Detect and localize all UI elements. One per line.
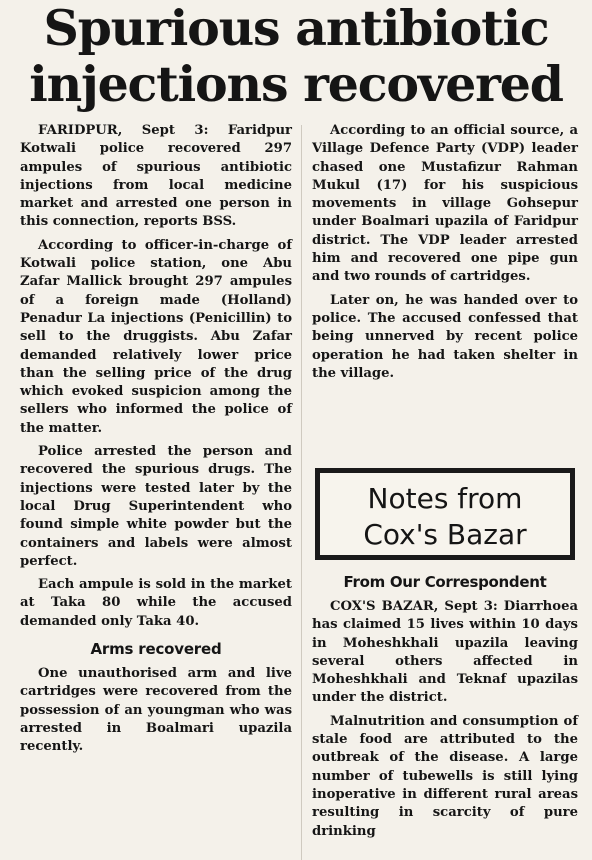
article-paragraph <box>312 598 578 708</box>
paragraph-text: Faridpur Kotwali police recovered 297 ampules of spurious antibiotic injections from local medicine market and arrested one person in this connection, reports BSS. <box>20 123 292 230</box>
subheading-arms-recovered: Arms recovered <box>90 640 222 659</box>
dateline: COX'S BAZAR, Sept 3: <box>330 599 498 614</box>
article-paragraph: Each ampule is sold in the market at Taka 80 while the accused demanded only Taka 40. <box>20 577 292 629</box>
notes-box-line-1: Notes from <box>367 482 523 515</box>
paragraph-text: Diarrhoea has claimed 15 lives within 10 days in Moheshkhali upazila leaving several others affected in Moheshkhali and Teknaf upazilas under the district. <box>312 599 578 706</box>
article-paragraph: Malnutrition and consumption of stale food are attributed to the outbreak of the disease. A large number of tubewells is still lying inoperative in different rural areas resulting in scarcity of pure drinking <box>312 713 578 839</box>
article-paragraph: According to an official source, a Village Defence Party (VDP) leader chased one Mustafizur Rahman Mukul (17) for his suspicious movements in village Gohsepur under Boalmari upazila of Faridpur district. The VDP leader arrested him and recovered one pipe gun and two rounds of cartridges. <box>312 123 578 285</box>
coxs-bazar-article <box>312 598 578 846</box>
article-paragraph: Later on, he was handed over to police. The accused confessed that being unnerved by recent police operation he had taken shelter in the village. <box>312 292 578 381</box>
article-paragraph <box>20 122 292 232</box>
notes-from-coxs-bazar-box <box>315 468 575 560</box>
headline <box>0 0 592 112</box>
byline: From Our Correspondent <box>343 573 547 591</box>
notes-box-line-2: Cox's Bazar <box>363 518 527 551</box>
left-column <box>20 122 292 762</box>
dateline: FARIDPUR, Sept 3: <box>38 123 209 138</box>
article-paragraph: Police arrested the person and recovered the spurious drugs. The injections were tested later by the local Drug Superintendent who found simple white powder but the containers and labels were almost perfect. <box>20 444 292 569</box>
column-divider <box>301 125 302 860</box>
headline-line-1: Spurious antibiotic <box>43 0 549 57</box>
headline-line-2: injections recovered <box>29 55 563 113</box>
right-column <box>312 122 578 388</box>
article-paragraph: One unauthorised arm and live cartridges were recovered from the possession of an youngman who was arrested in Boalmari upazila recently. <box>20 666 292 755</box>
article-paragraph: According to officer-in-charge of Kotwali police station, one Abu Zafar Mallick brought 297 ampules of a foreign made (Holland) Penadur La injections (Penicillin) to sell to the druggists. Abu Zafar demanded relatively lower price than the selling price of the drug which evoked suspicion among the sellers who informed the police of the matter. <box>20 237 292 436</box>
